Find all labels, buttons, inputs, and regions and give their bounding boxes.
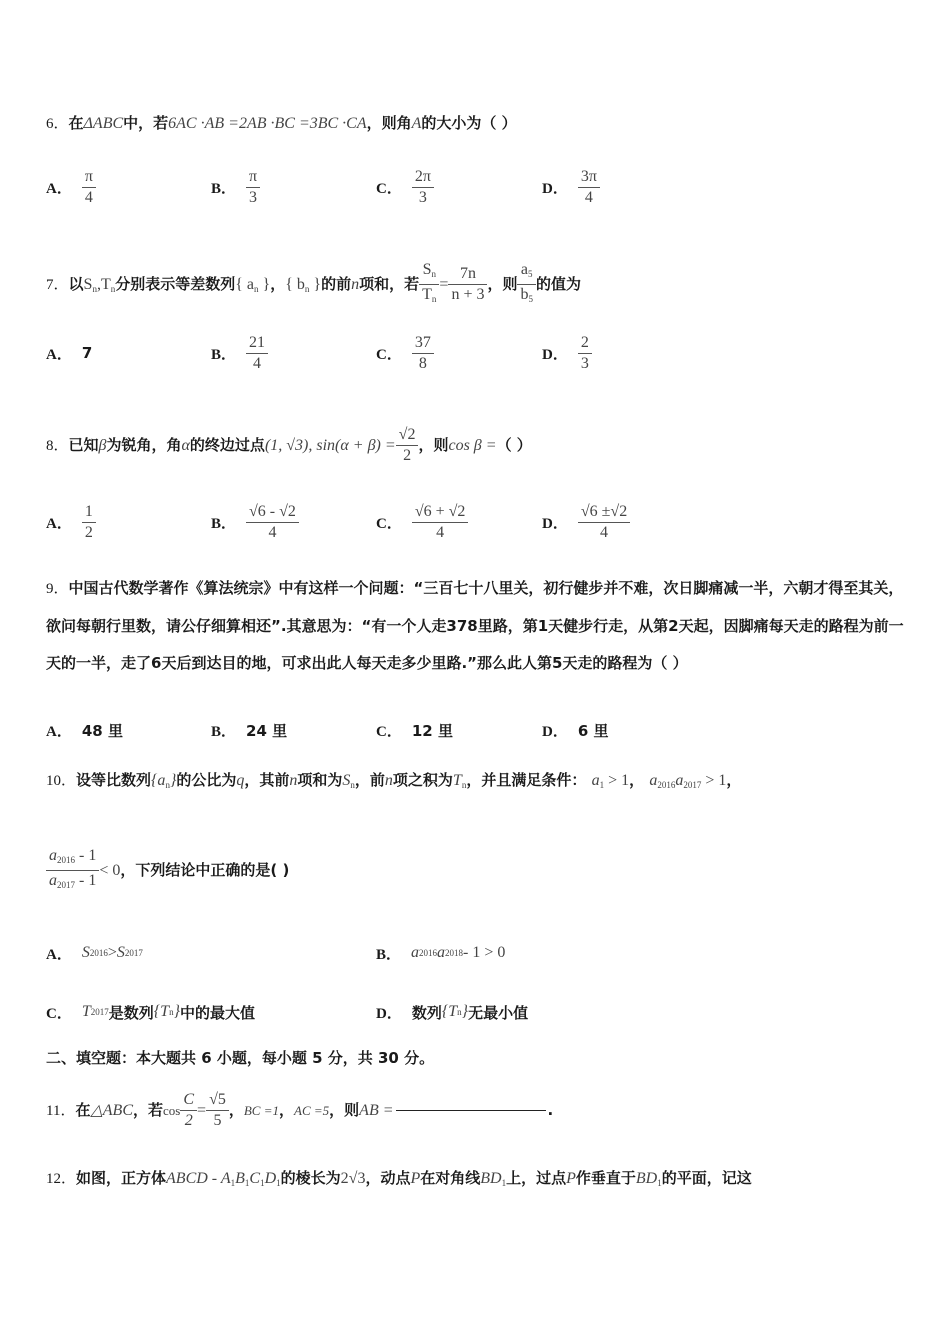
question-6-options	[46, 162, 910, 212]
question-8-options	[46, 497, 910, 547]
section-heading: 二、填空题：本大题共 6 小题，每小题 5 分，共 30 分。	[46, 1049, 435, 1067]
point-expression: (1, √3), sin(α + β) =	[264, 437, 396, 454]
option-b[interactable]: B． $\frac{√6 - √2}{4}$	[211, 497, 299, 547]
option-b[interactable]: B． $\frac{\pi}{3}$	[211, 162, 260, 212]
option-a[interactable]: A． S 2016 > S 2017	[46, 944, 143, 963]
option-c[interactable]: C． $\frac{2\pi}{3}$	[376, 162, 434, 212]
question-7: 7．以$S_n,T_n$分别表示等差数列{ $a_n$ }，{ $b_n$ }的前n项和，若 $\frac{S_n}{T_n}$ = $\frac{7n}{n + 3}$ ，则 $\frac{a_5}{b_5}$ 的值为	[46, 260, 910, 309]
triangle-label: ΔABC	[83, 115, 124, 132]
option-c[interactable]: C． 12 里	[376, 721, 453, 740]
question-9-options	[46, 710, 910, 750]
question-8: 8．已知β为锐角，角α的终边过点(1, √3), sin(α + β) = $\frac{√2}{2}$ ，则cos β =（ ）	[46, 426, 532, 464]
option-b[interactable]: B． 24 里	[211, 721, 288, 740]
option-a[interactable]: A． $\frac{1}{2}$	[46, 497, 96, 547]
option-d[interactable]: D． 6 里	[542, 721, 609, 740]
option-a[interactable]: A． $\frac{\pi}{4}$	[46, 162, 96, 212]
option-c[interactable]: C． $\frac{37}{8}$	[376, 328, 434, 378]
question-10-condition: $\frac{a_{2016} - 1}{a_{2017} - 1}$ < 0，下列结论中正确的是( )	[46, 845, 910, 896]
term-ratio: $\frac{a_5}{b_5}$	[517, 260, 536, 309]
question-number: 6．	[46, 116, 69, 132]
sum-ratio: $\frac{S_n}{T_n}$	[419, 260, 439, 309]
answer-blank[interactable]	[396, 1110, 546, 1111]
option-d[interactable]: D． $\frac{√6 \pm√2}{4}$	[542, 497, 630, 547]
question-12: 12．如图，正方体ABCD - $A_1B_1C_1D_1$的棱长为2√3，动点P在对角线$BD_1$上，过点P作垂直于$BD_1$的平面，记这	[46, 1169, 752, 1188]
question-9: 9．中国古代数学著作《算法统宗》中有这样一个问题：“三百七十八里关，初行健步并不难，次日脚痛减一半，六朝才得至其关，欲问每朝行里数，请公仔细算相还”.其意思为：“有一个人走378里路，第1天健步行走，从第2天起，因脚痛每天走的路程为前一天的一半，走了6天后到达目的地，可求出此人每天走多少里路.”那么此人第5天走的路程为（ ）	[46, 579, 904, 672]
option-b[interactable]: B． a 2016 a 2018 - 1 > 0	[376, 944, 506, 963]
option-a[interactable]: A． 7	[46, 344, 93, 363]
question-10-options-row1	[46, 928, 910, 978]
vector-condition: 6AC ·AB =2AB ·BC =3BC ·CA	[168, 115, 367, 132]
question-7-options	[46, 328, 910, 378]
question-9-text: 中国古代数学著作《算法统宗》中有这样一个问题：“三百七十八里关，初行健步并不难，次日脚痛减一半，六朝才得至其关，欲问每朝行里数，请公仔细算相还”.其意思为：“有一个人走378里路，第1天健步行走，从第2天起，因脚痛每天走的路程为前一天的一半，走了6天后到达目的地，可求出此人每天走多少里路.”那么此人第5天走的路程为（ ）	[46, 579, 904, 672]
option-d[interactable]: D． $\frac{3\pi}{4}$	[542, 162, 600, 212]
option-d[interactable]: D． 数列 {T n } 无最小值	[376, 1003, 529, 1022]
question-10-options-row2	[46, 987, 910, 1037]
question-11: 11．在△ABC，若cos $\frac{C}{2}$ = $\frac{√5}{5}$ ，BC =1，AC =5，则AB = .	[46, 1091, 554, 1129]
option-d[interactable]: D． $\frac{2}{3}$	[542, 328, 592, 378]
option-b[interactable]: B． $\frac{21}{4}$	[211, 328, 268, 378]
question-6: 6．在ΔABC中，若6AC ·AB =2AB ·BC =3BC ·CA，则角A的大小为（ ）	[46, 114, 517, 132]
option-a[interactable]: A． 48 里	[46, 721, 123, 740]
option-c[interactable]: C． T 2017 是数列 {T n } 中的最大值	[46, 1003, 255, 1022]
question-10: 10．设等比数列$\{a_n\}$的公比为q，其前n项和为$S_n$，前n项之积为$T_n$，并且满足条件： $a_1 > 1$， $a_{2016}a_{2017} > 1$，	[46, 771, 742, 790]
option-c[interactable]: C． $\frac{√6 + √2}{4}$	[376, 497, 468, 547]
